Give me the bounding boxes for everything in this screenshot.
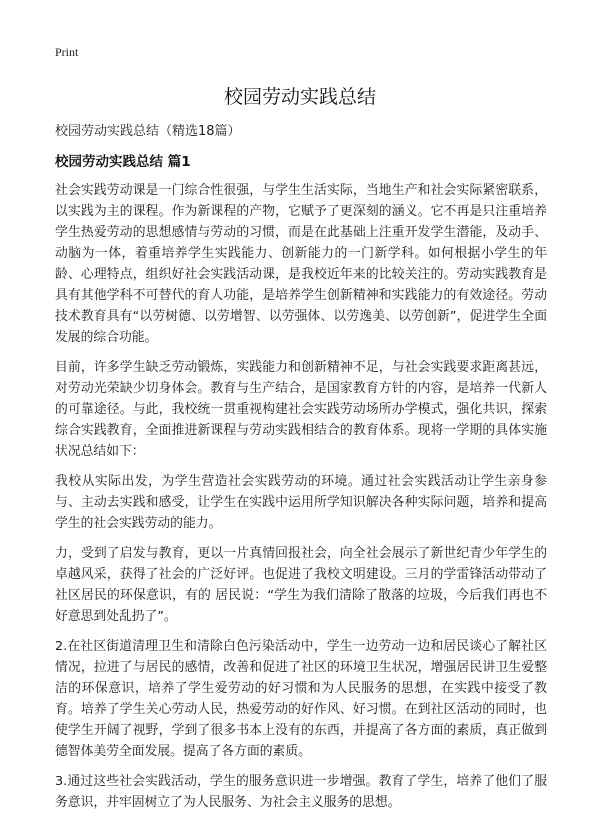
document-subtitle: 校园劳动实践总结（精选18篇） [55,124,241,139]
paragraph-1: 社会实践劳动课是一门综合性很强，与学生生活实际，当地生产和社会实际紧密联系，以实践为主的课程。作为新课程的产物，它赋予了更深刻的涵义。它不再是只注重培养学生热爱劳动的思想感情与劳动的习惯，而是在此基础上注重开发学生潜能，及动手、动脑为一体，着重培养学生实践能力、创新能力的一门新学科。如何根据小学生的年龄、心理特点，组织好社会实践活动课，是我校近年来的比较关注的。劳动实践教育是具有其他学科不可替代的育人功能，是培养学生创新精神和实践能力的有效途径。劳动技术教育具有“以劳树德、以劳增智、以劳强体、以劳逸美、以劳创新”，促进学生全面发展的综合功能。 [55,183,547,345]
paragraph-4: 力，受到了启发与教育，更以一片真情回报社会，向全社会展示了新世纪青少年学生的卓越风采，获得了社会的广泛好评。也促进了我校文明建设。三月的学雷锋活动带动了社区居民的环保意识，有的 居民说：“学生为我们清除了散落的垃圾，今后我们再也不好意思到处乱扔了”。 [55,546,547,624]
section-heading: 校园劳动实践总结 篇1 [55,154,191,170]
paragraph-3: 我校从实际出发，为学生营造社会实践劳动的环境。通过社会实践活动让学生亲身参与、主动去实践和感受，让学生在实践中运用所学知识解决各种实际问题，培养和提高学生的社会实践劳动的能力。 [55,474,547,531]
page-title: 校园劳动实践总结 [223,86,376,108]
paragraph-5: 2.在社区街道清理卫生和清除白色污染活动中，学生一边劳动一边和居民谈心了解社区情况，拉进了与居民的感情，改善和促进了社区的环境卫生状况，增强居民讲卫生爱整洁的环保意识，培养了学生爱劳动的好习惯和为人民服务的思想，在实践中接受了教育。培养了学生关心劳动人民，热爱劳动的好作风、好习惯。在到社区活动的同时，也使学生开阔了视野，学到了很多书本上没有的东西，并提高了各方面的素质，真正做到德智体美劳全面发展。提高了各方面的素质。 [55,639,547,759]
paragraph-2: 目前，许多学生缺乏劳动锻炼，实践能力和创新精神不足，与社会实践要求距离甚远，对劳动光荣缺少切身体会。教育与生产结合，是国家教育方针的内容，是培养一代新人的可靠途径。与此，我校统一贯重视构建社会实践劳动场所办学模式，强化共识，探索综合实践教育，全面推进新课程与劳动实践相结合的教育体系。现将一学期的具体实施状况总结如下： [55,360,547,459]
print-link[interactable]: Print [55,45,79,59]
paragraph-6: 3.通过这些社会实践活动，学生的服务意识进一步增强。教育了学生，培养了他们了服务意识，并牢固树立了为人民服务、为社会主义服务的思想。 [55,774,547,810]
document-body [55,180,547,822]
